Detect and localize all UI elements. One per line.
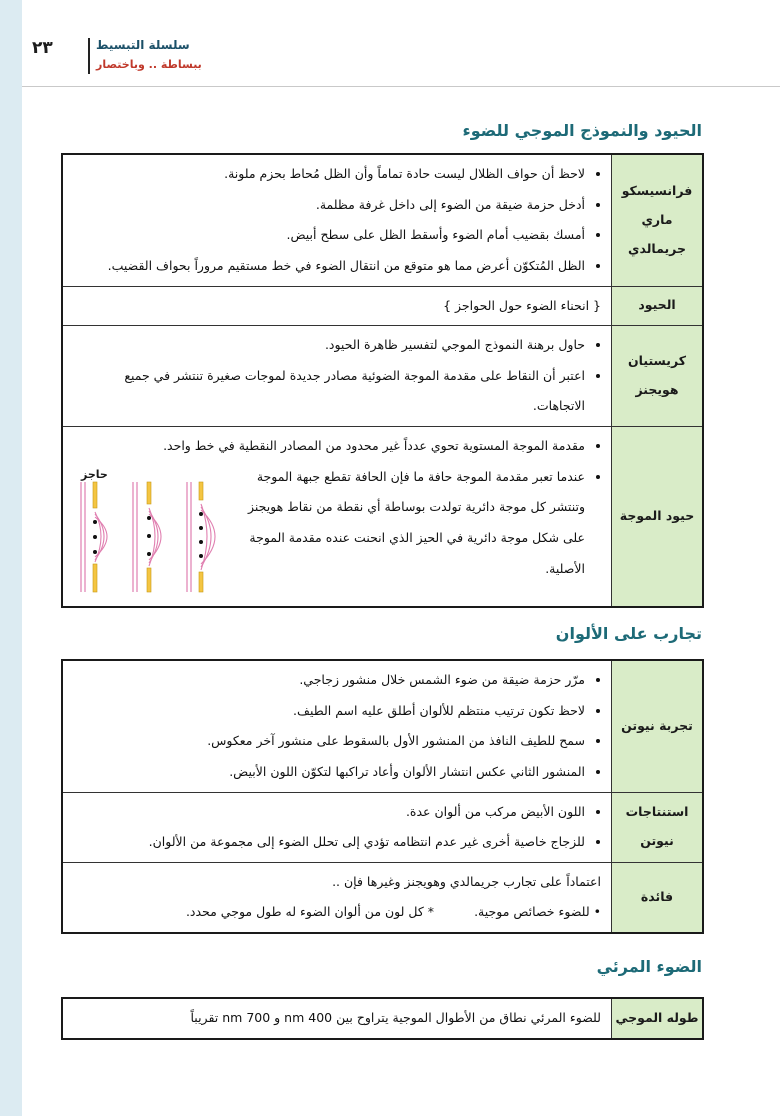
- list-item: • مرّر حزمة ضيقة من ضوء الشمس خلال منشور زجاجي.: [71, 665, 585, 696]
- section-title-visible: الضوء المرئي: [596, 957, 702, 976]
- list-item: • للزجاج خاصية أخرى غير عدم انتظامه تؤدي إلى تحلل الضوء إلى مجموعة من الألوان.: [71, 827, 585, 858]
- list-item: • الظل المُتكوّن أعرض مما هو متوقع من انتقال الضوء في خط مستقيم مروراً بحواف القضيب.: [71, 251, 585, 282]
- note-point-2: * كل لون من ألوان الضوء له طول موجي محدد.: [185, 904, 435, 920]
- diffraction-table: [61, 153, 704, 608]
- list-item: • أمسك بقضيب أمام الضوء وأسقط الظل على سطح أبيض.: [71, 220, 585, 251]
- list-item: • اللون الأبيض مركب من ألوان عدة.: [71, 797, 585, 828]
- series-tagline: ببساطة .. وباختصار: [96, 58, 202, 71]
- diffraction-definition: { انحناء الضوء حول الحواجز }: [62, 286, 612, 326]
- section-title-diffraction: الحيود والنموذج الموجي للضوء: [462, 121, 702, 140]
- page-number: ٢٣: [32, 38, 53, 58]
- table-row: [62, 286, 703, 326]
- conclusions-label: استنتاجات نيوتن: [612, 792, 704, 862]
- note-point-1-text: للضوء خصائص موجية.: [474, 904, 590, 920]
- page-header: [32, 36, 232, 76]
- list-item: • المنشور الثاني عكس انتشار الألوان وأعاد تراكبها لتكوّن اللون الأبيض.: [71, 757, 585, 788]
- newton-content: [62, 660, 612, 792]
- table-row: [62, 862, 703, 933]
- series-name: سلسلة التبسيط: [96, 38, 190, 52]
- newton-label: تجربة نيوتن: [612, 660, 704, 792]
- table-row: [62, 427, 703, 607]
- colors-table: [61, 659, 704, 934]
- diffraction-label: الحيود: [612, 286, 704, 326]
- table-row: [62, 998, 703, 1039]
- grimaldi-label: فرانسيسكو ماري جريمالدي: [612, 154, 704, 286]
- table-row: [62, 660, 703, 792]
- header-divider: [88, 38, 90, 74]
- note-point-1: • للضوء خصائص موجية.: [474, 904, 601, 920]
- conclusions-content: [62, 792, 612, 862]
- list-item: • عندما تعبر مقدمة الموجة حافة ما فإن الحافة تقطع جبهة الموجة وتنتشر كل موجة دائرية تولدت بوساطة أي نقطة من نقاط هويجنز على شكل موجة دائرية في الحيز الذي انحنت عنده مقدمة الموجة الأصلية.: [227, 462, 585, 585]
- list-item: • اعتبر أن النقاط على مقدمة الموجة الضوئية مصادر جديدة لموجات صغيرة تنتشر في جميع الاتجاهات.: [71, 361, 585, 422]
- wavefront-label: حيود الموجة: [612, 427, 704, 607]
- wavefront-content: [62, 427, 612, 607]
- visible-light-table: [61, 997, 704, 1040]
- list-item: • أدخل حزمة ضيقة من الضوء إلى داخل غرفة مظلمة.: [71, 190, 585, 221]
- list-item: • لاحظ تكون ترتيب منتظم للألوان أطلق عليه اسم الطيف.: [71, 696, 585, 727]
- huygens-diffraction-figure: [71, 462, 221, 602]
- section-title-colors: تجارب على الألوان: [555, 624, 702, 643]
- huygens-label: كريستيان هويجنز: [612, 326, 704, 427]
- list-item: • سمح للطيف النافذ من المنشور الأول بالسقوط على منشور آخر معكوس.: [71, 726, 585, 757]
- grimaldi-content: [62, 154, 612, 286]
- note-label: فائدة: [612, 862, 704, 933]
- wavelength-label: طوله الموجي: [612, 998, 704, 1039]
- header-rule: [22, 86, 780, 87]
- list-item: • حاول برهنة النموذج الموجي لتفسير ظاهرة الحيود.: [71, 330, 585, 361]
- table-row: [62, 792, 703, 862]
- list-item: • مقدمة الموجة المستوية تحوي عدداً غير محدود من المصادر النقطية في خط واحد.: [71, 431, 585, 462]
- wavelength-text: للضوء المرئي نطاق من الأطوال الموجية يتراوح بين 400 nm و 700 nm تقريباً: [62, 998, 612, 1039]
- note-content: [62, 862, 612, 933]
- note-point-2-text: كل لون من ألوان الضوء له طول موجي محدد.: [185, 904, 424, 920]
- barrier-label: حاجز: [81, 467, 108, 481]
- huygens-content: [62, 326, 612, 427]
- list-item: • لاحظ أن حواف الظلال ليست حادة تماماً وأن الظل مُحاط بحزم ملونة.: [71, 159, 585, 190]
- side-strip: [0, 0, 22, 1116]
- table-row: [62, 154, 703, 286]
- table-row: [62, 326, 703, 427]
- note-intro: اعتماداً على تجارب جريمالدي وهويجنز وغيرها فإن ..: [332, 873, 601, 889]
